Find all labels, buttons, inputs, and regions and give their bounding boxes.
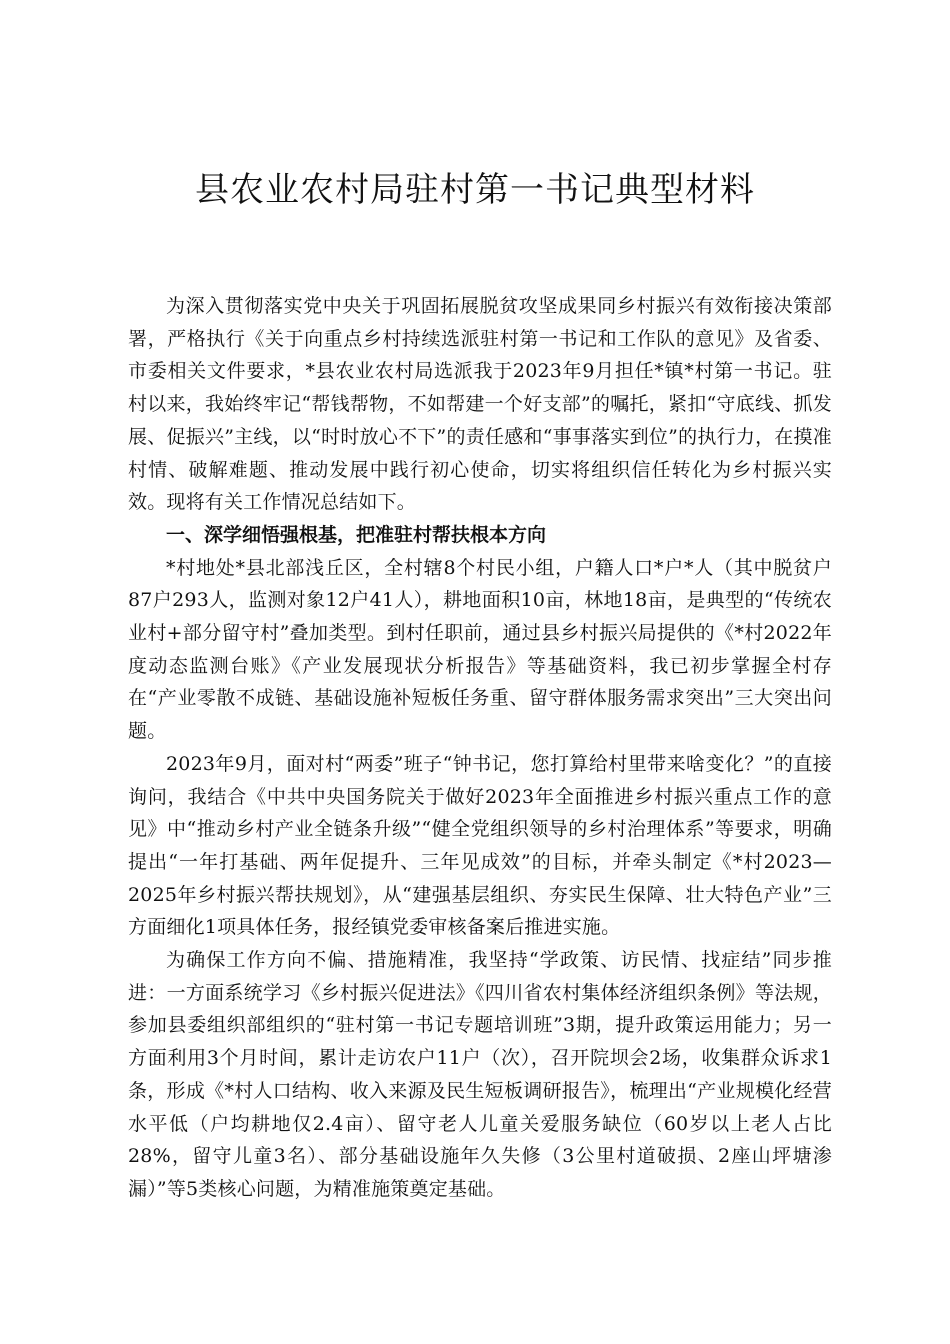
section-heading: 一、深学细悟强根基，把准驻村帮扶根本方向 xyxy=(166,523,547,546)
document-title: 县农业农村局驻村第一书记典型材料 xyxy=(195,170,755,210)
section-paragraph-research: 为确保工作方向不偏、措施精准，我坚持“学政策、访民情、找症结”同步推进：一方面系统学习《乡村振兴促进法》《四川省农村集体经济组织条例》等法规，参加县委组织部组织的“驻村第一书记专题培训班”3期，提升政策运用能力；另一方面利用3个月时间，累计走访农户11户（次），召开院坝会2场，收集群众诉求1条，形成《*村人口结构、收入来源及民生短板调研报告》，梳理出“产业规模化经营水平低（户均耕地仅2.4亩）、留守老人儿童关爱服务缺位（60岁以上老人占比28%，留守儿童3名）、部分基础设施年久失修（3公里村道破损、2座山坪塘渗漏）”等5类核心问题，为精准施策奠定基础。 xyxy=(128,949,832,1200)
section-paragraph-planning: 2023年9月，面对村“两委”班子“钟书记，您打算给村里带来啥变化？”的直接询问，我结合《中共中央国务院关于做好2023年全面推进乡村振兴重点工作的意见》中“推动乡村产业全链条升级”“健全党组织领导的乡村治理体系”等要求，明确提出“一年打基础、两年促提升、三年见成效”的目标，并牵头制定《*村2023—2025年乡村振兴帮扶规划》，从“建强基层组织、夯实民生保障、壮大特色产业”三方面细化1项具体任务，报经镇党委审核备案后推进实施。 xyxy=(128,752,832,939)
document-body xyxy=(128,290,832,1206)
section-paragraph-village-overview: *村地处*县北部浅丘区，全村辖8个村民小组，户籍人口*户*人（其中脱贫户87户293人，监测对象12户41人），耕地面积10亩，林地18亩，是典型的“传统农业村+部分留守村”叠加类型。到村任职前，通过县乡村振兴局提供的《*村2022年度动态监测台账》《产业发展现状分析报告》等基础资料，我已初步掌握全村存在“产业零散不成链、基础设施补短板任务重、留守群体服务需求突出”三大突出问题。 xyxy=(128,556,832,743)
intro-paragraph: 为深入贯彻落实党中央关于巩固拓展脱贫攻坚成果同乡村振兴有效衔接决策部署，严格执行《关于向重点乡村持续选派驻村第一书记和工作队的意见》及省委、市委相关文件要求，*县农业农村局选派我于2023年9月担任*镇*村第一书记。驻村以来，我始终牢记“帮钱帮物，不如帮建一个好支部”的嘱托，紧扣“守底线、抓发展、促振兴”主线，以“时时放心不下”的责任感和“事事落实到位”的执行力，在摸准村情、破解难题、推动发展中践行初心使命，切实将组织信任转化为乡村振兴实效。现将有关工作情况总结如下。 xyxy=(128,295,832,514)
